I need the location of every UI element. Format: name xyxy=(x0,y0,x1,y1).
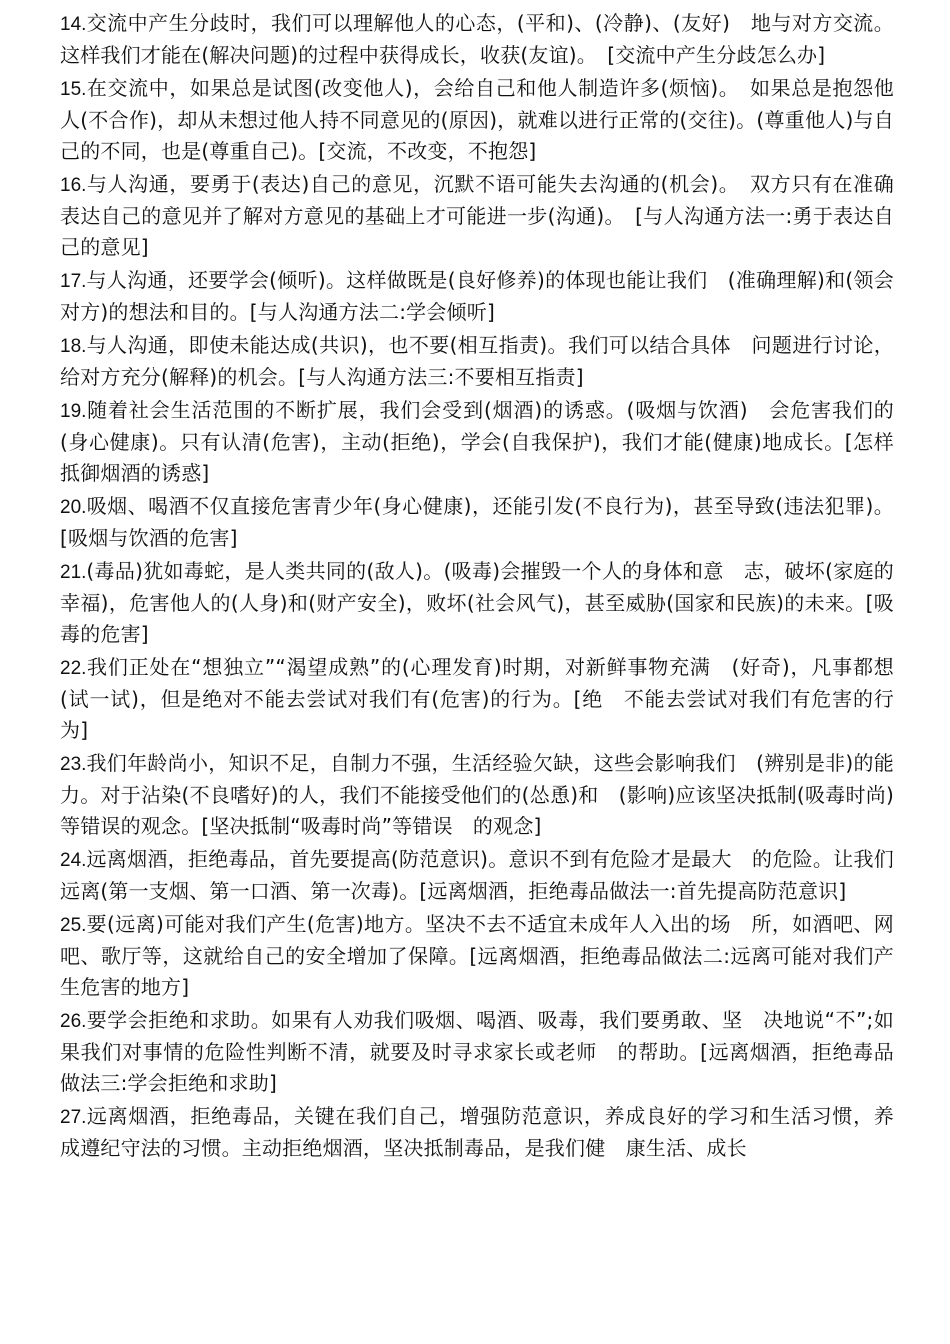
paragraph-item-21 xyxy=(60,556,894,650)
item-text: 吸烟、喝酒不仅直接危害青少年(身心健康)，还能引发(不良行为)，甚至导致(违法犯罪)。[吸烟与饮酒的危害] xyxy=(60,494,894,550)
item-text: 在交流中，如果总是试图(改变他人)，会给自己和他人制造许多(烦恼)。 如果总是抱怨他人(不合作)，却从未想过他人持不同意见的(原因)，就难以进行正常的(交往)。(尊重他人)与自己的不同，也是(尊重自己)。[交流，不改变，不抱怨] xyxy=(60,76,894,163)
paragraph-item-27 xyxy=(60,1101,894,1164)
item-number: 16. xyxy=(60,175,87,196)
item-text: 交流中产生分歧时，我们可以理解他人的心态，(平和)、(冷静)、(友好) 地与对方交流。这样我们才能在(解决问题)的过程中获得成长，收获(友谊)。 [交流中产生分歧怎么办] xyxy=(60,11,894,67)
item-text: 与人沟通，要勇于(表达)自己的意见，沉默不语可能失去沟通的(机会)。 双方只有在准确表达自己的意见并了解对方意见的基础上才可能进一步(沟通)。 [与人沟通方法一:勇于表达自己的意见] xyxy=(60,172,894,259)
item-number: 27. xyxy=(60,1107,87,1128)
item-number: 14. xyxy=(60,14,87,35)
item-number: 20. xyxy=(60,497,87,518)
paragraph-item-14 xyxy=(60,8,894,71)
item-text: 与人沟通，还要学会(倾听)。这样做既是(良好修养)的体现也能让我们 (准确理解)和(领会对方)的想法和目的。[与人沟通方法二:学会倾听] xyxy=(60,268,894,324)
item-text: 远离烟酒，拒绝毒品，关键在我们自己，增强防范意识，养成良好的学习和生活习惯，养成遵纪守法的习惯。主动拒绝烟酒，坚决抵制毒品，是我们健 康生活、成长 xyxy=(60,1104,894,1160)
item-number: 22. xyxy=(60,658,87,679)
paragraph-item-23 xyxy=(60,748,894,842)
paragraph-item-25 xyxy=(60,909,894,1003)
item-number: 23. xyxy=(60,754,87,775)
paragraph-item-18 xyxy=(60,330,894,393)
item-number: 26. xyxy=(60,1011,87,1032)
item-text: 远离烟酒，拒绝毒品，首先要提高(防范意识)。意识不到有危险才是最大 的危险。让我们远离(第一支烟、第一口酒、第一次毒)。[远离烟酒，拒绝毒品做法一:首先提高防范意识] xyxy=(60,847,894,903)
paragraph-item-19 xyxy=(60,395,894,489)
item-number: 19. xyxy=(60,401,87,422)
item-text: 要学会拒绝和求助。如果有人劝我们吸烟、喝酒、吸毒，我们要勇敢、坚 决地说“不”;如果我们对事情的危险性判断不清，就要及时寻求家长或老师 的帮助。[远离烟酒，拒绝毒品做法三:学会拒绝和求助] xyxy=(60,1008,894,1095)
paragraph-item-15 xyxy=(60,73,894,167)
paragraph-item-16 xyxy=(60,169,894,263)
item-text: 我们年龄尚小，知识不足，自制力不强，生活经验欠缺，这些会影响我们 (辨别是非)的能力。对于沾染(不良嗜好)的人，我们不能接受他们的(怂恿)和 (影响)应该坚决抵制(吸毒时尚)等错误的观念。[坚决抵制“吸毒时尚”等错误 的观念] xyxy=(60,751,894,838)
item-text: 随着社会生活范围的不断扩展，我们会受到(烟酒)的诱惑。(吸烟与饮酒) 会危害我们的(身心健康)。只有认清(危害)，主动(拒绝)，学会(自我保护)，我们才能(健康)地成长。[怎样抵御烟酒的诱惑] xyxy=(60,398,894,485)
paragraph-item-17 xyxy=(60,265,894,328)
paragraph-item-26 xyxy=(60,1005,894,1099)
item-number: 24. xyxy=(60,850,87,871)
item-number: 21. xyxy=(60,562,87,583)
document-page xyxy=(60,8,894,1166)
item-number: 18. xyxy=(60,336,87,357)
item-text: 要(远离)可能对我们产生(危害)地方。坚决不去不适宜未成年人入出的场 所，如酒吧、网吧、歌厅等，这就给自己的安全增加了保障。[远离烟酒，拒绝毒品做法二:远离可能对我们产生危害的地方] xyxy=(60,912,894,999)
item-number: 25. xyxy=(60,915,87,936)
item-text: 我们正处在“想独立”“渴望成熟”的(心理发育)时期，对新鲜事物充满 (好奇)，凡事都想(试一试)，但是绝对不能去尝试对我们有(危害)的行为。[绝 不能去尝试对我们有危害的行为] xyxy=(60,655,894,742)
item-number: 17. xyxy=(60,271,87,292)
paragraph-item-22 xyxy=(60,652,894,746)
item-text: (毒品)犹如毒蛇，是人类共同的(敌人)。(吸毒)会摧毁一个人的身体和意 志，破坏(家庭的幸福)，危害他人的(人身)和(财产安全)，败坏(社会风气)，甚至威胁(国家和民族)的未来。[吸毒的危害] xyxy=(60,559,894,646)
item-text: 与人沟通，即使未能达成(共识)，也不要(相互指责)。我们可以结合具体 问题进行讨论，给对方充分(解释)的机会。[与人沟通方法三:不要相互指责] xyxy=(60,333,894,389)
item-number: 15. xyxy=(60,79,87,100)
paragraph-item-20 xyxy=(60,491,894,554)
paragraph-item-24 xyxy=(60,844,894,907)
